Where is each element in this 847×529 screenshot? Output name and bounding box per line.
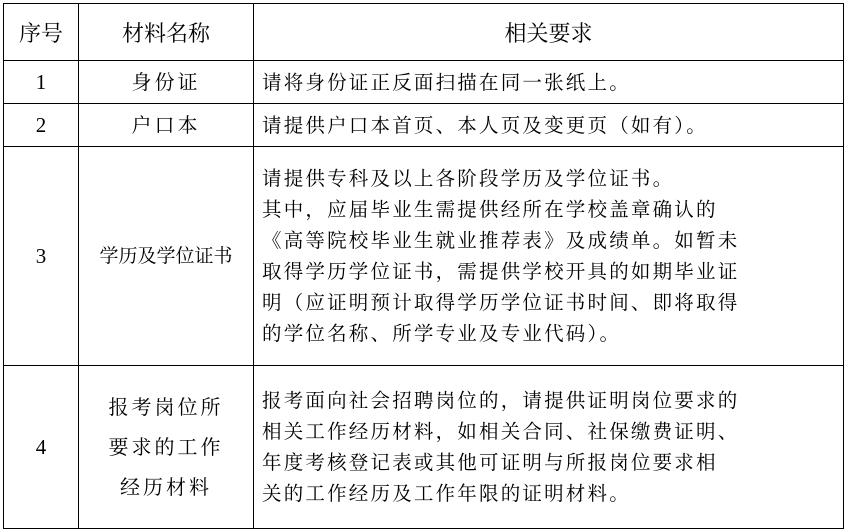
- requirement-line: 其中，应届毕业生需提供经所在学校盖章确认的: [262, 198, 718, 221]
- row-requirement: [254, 366, 844, 529]
- row-index: 2: [4, 104, 79, 147]
- requirement-line: 请将身份证正反面扫描在同一张纸上。: [262, 70, 631, 94]
- material-name-line: 户口本: [131, 113, 201, 137]
- requirement-line: 明（应证明预计取得学历学位证书时间、即将取得: [262, 291, 740, 314]
- row-material-name: [79, 147, 254, 366]
- row-material-name: [79, 366, 254, 529]
- table-row: [4, 147, 844, 366]
- requirement-line: 年度考核登记表或其他可证明与所报岗位要求相: [262, 451, 718, 474]
- material-name-line: 身份证: [131, 70, 201, 94]
- row-index: 1: [4, 61, 79, 104]
- requirement-line: 关的工作经历及工作年限的证明材料。: [262, 482, 631, 505]
- row-requirement: [254, 61, 844, 104]
- header-material-name: 材料名称: [79, 4, 254, 61]
- row-index: 4: [4, 366, 79, 529]
- row-requirement: [254, 104, 844, 147]
- row-index: 3: [4, 147, 79, 366]
- requirement-line: 的学位名称、所学专业及专业代码）。: [262, 322, 622, 345]
- table-header-row: [4, 4, 844, 61]
- materials-table: [3, 3, 844, 529]
- row-material-name: [79, 61, 254, 104]
- requirement-line: 《高等院校毕业生就业推荐表》及成绩单。如暂未: [262, 229, 740, 252]
- material-name-line: 报考岗位所: [108, 395, 224, 419]
- row-material-name: [79, 104, 254, 147]
- material-name-line: 学历及学位证书: [99, 245, 233, 267]
- requirement-line: 请提供专科及以上各阶段学历及学位证书。: [262, 167, 675, 190]
- row-requirement: [254, 147, 844, 366]
- table-row: [4, 104, 844, 147]
- header-index: 序号: [4, 4, 79, 61]
- material-name-line: 要求的工作: [108, 435, 224, 459]
- requirement-line: 报考面向社会招聘岗位的，请提供证明岗位要求的: [262, 389, 740, 412]
- header-requirement: 相关要求: [254, 4, 844, 61]
- requirement-line: 取得学历学位证书，需提供学校开具的如期毕业证: [262, 260, 740, 283]
- requirement-line: 相关工作经历材料，如相关合同、社保缴费证明、: [262, 420, 740, 443]
- material-name-line: 经历材料: [120, 475, 212, 499]
- table-row: [4, 61, 844, 104]
- requirement-line: 请提供户口本首页、本人页及变更页（如有）。: [262, 113, 708, 137]
- table-row: [4, 366, 844, 529]
